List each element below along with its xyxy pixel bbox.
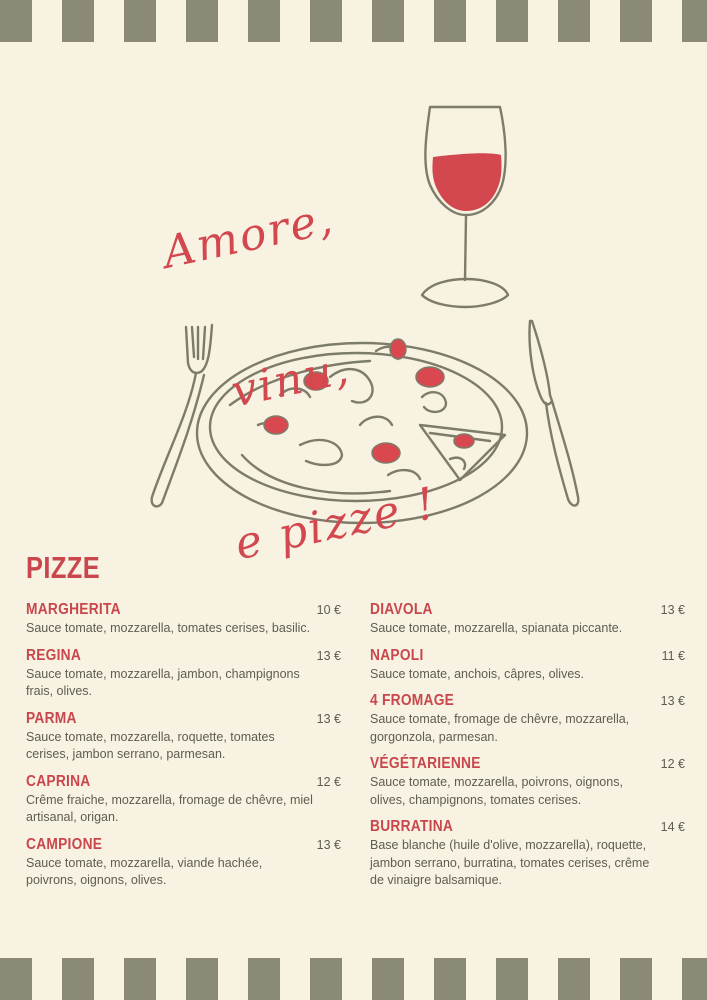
- menu-item-price: 12 €: [660, 757, 685, 771]
- knife-icon: [529, 321, 578, 506]
- menu-item-price: 11 €: [661, 648, 685, 663]
- menu-item-price: 13 €: [316, 711, 341, 726]
- menu-item-name: MARGHERITA: [26, 601, 121, 618]
- menu-item: [370, 646, 685, 684]
- menu-item-name: 4 FROMAGE: [370, 692, 455, 709]
- menu-item-description: Sauce tomate, mozzarella, tomates cerises, basilic.: [26, 621, 311, 635]
- menu-item-name: DIAVOLA: [370, 601, 433, 618]
- menu-item-price: 14 €: [660, 820, 685, 834]
- menu-item: [26, 709, 341, 764]
- menu-item: [370, 600, 685, 638]
- menu-item-description: Sauce tomate, mozzarella, roquette, tomates cerises, jambon serrano, parmesan.: [26, 729, 275, 761]
- top-stripe-border: [0, 0, 707, 42]
- menu-item-name: PARMA: [26, 709, 77, 727]
- menu-item-description: Sauce tomate, mozzarella, viande hachée, poivrons, oignons, olives.: [26, 855, 263, 887]
- menu-item-price: 13 €: [316, 648, 341, 663]
- section-title: PIZZE: [26, 550, 101, 585]
- menu-item-price: 13 €: [660, 603, 685, 617]
- menu-item-price: 13 €: [660, 694, 685, 708]
- menu-item: [370, 817, 685, 890]
- menu-item: [26, 772, 341, 827]
- menu-item-description: Base blanche (huile d'olive, mozzarella), roquette, jambon serrano, burratina, tomates cerises, crême de vinaigre balsamique.: [370, 838, 650, 887]
- menu-item-name: NAPOLI: [370, 646, 424, 664]
- menu-item-description: Sauce tomate, mozzarella, jambon, champignons frais, olives.: [26, 666, 300, 698]
- menu-item: [26, 600, 341, 638]
- menu-item: [26, 646, 341, 701]
- bottom-stripe-border: [0, 958, 707, 1000]
- slogan-line-2: vinu,: [226, 342, 355, 418]
- menu-column-left: [26, 600, 341, 898]
- slogan-line-1: Amore,: [158, 192, 339, 279]
- menu-item: [370, 691, 685, 746]
- menu-item-price: 13 €: [316, 837, 341, 852]
- menu-item-description: Crême fraiche, mozzarella, fromage de chêvre, miel artisanal, origan.: [26, 792, 313, 824]
- menu-item-price: 10 €: [316, 603, 341, 617]
- menu-item-name: BURRATINA: [370, 818, 454, 835]
- menu-item-price: 12 €: [316, 774, 341, 789]
- menu-item: [370, 754, 685, 809]
- menu-item-description: Sauce tomate, mozzarella, poivrons, oignons, olives, champignons, tomates cerises.: [370, 775, 623, 807]
- menu-item-description: Sauce tomate, fromage de chêvre, mozzarella, gorgonzola, parmesan.: [370, 712, 630, 744]
- menu-item-name: REGINA: [26, 646, 82, 664]
- menu-item-name: CAMPIONE: [26, 835, 103, 853]
- menu-item-description: Sauce tomate, mozzarella, spianata piccante.: [370, 621, 623, 635]
- menu-item-name: VÉGÉTARIENNE: [370, 755, 481, 772]
- menu-item-name: CAPRINA: [26, 772, 91, 790]
- menu-column-right: [370, 600, 685, 898]
- menu-item: [26, 835, 341, 890]
- slogan-line-3: e pizze !: [230, 477, 442, 571]
- menu-item-description: Sauce tomate, anchois, câpres, olives.: [370, 666, 585, 681]
